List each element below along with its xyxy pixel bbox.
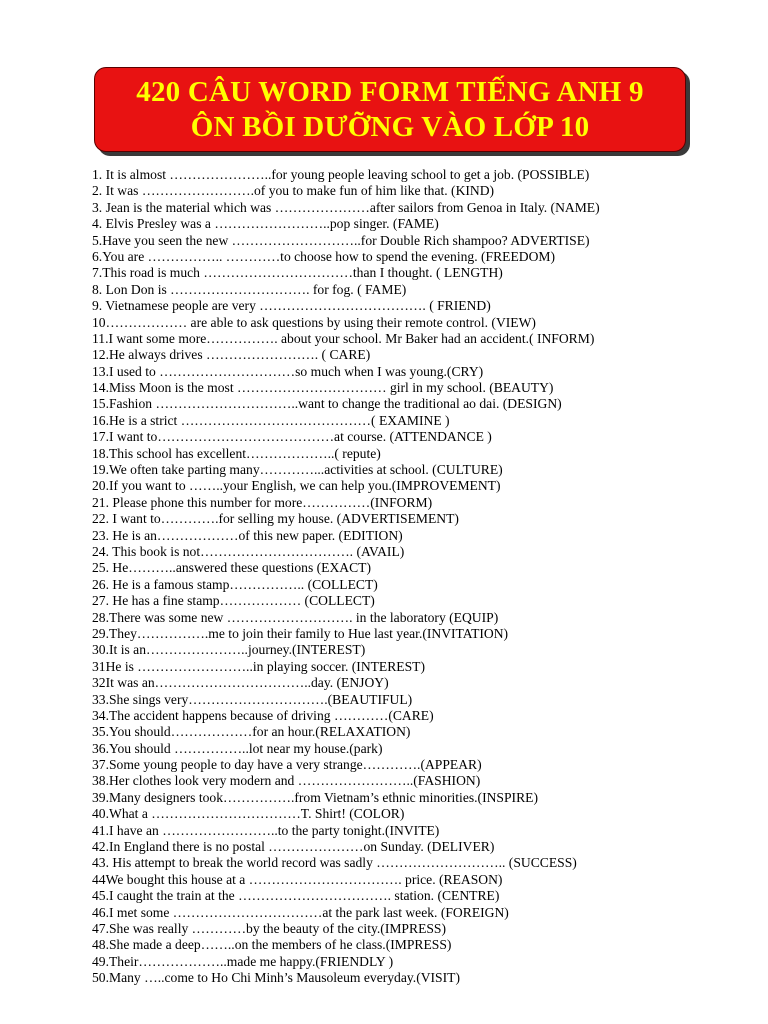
question-item: 16.He is a strict ……………………………………( EXAMINE ) [92,412,450,428]
question-item: 28.There was some new ………………………. in the laboratory (EQUIP) [92,609,499,625]
question-item: 9. Vietnamese people are very ………………………………. ( FRIEND) [92,298,491,314]
question-item: 30.It is an…………………..journey.(INTEREST) [92,642,366,658]
question-item: 4. Elvis Presley was a ……………………..pop singer. (FAME) [92,216,439,232]
question-item: 35.You should………………for an hour.(RELAXATION) [92,724,411,740]
question-item: 48.She made a deep……..on the members of he class.(IMPRESS) [92,937,452,953]
question-item: 10……………… are able to ask questions by using their remote control. (VIEW) [92,314,536,330]
question-item: 46.I met some ……………………………at the park last week. (FOREIGN) [92,904,509,920]
question-item: 15.Fashion …………………………..want to change the traditional ao dai. (DESIGN) [92,396,562,412]
question-item: 41.I have an ……………………..to the party tonight.(INVITE) [92,822,440,838]
question-item: 50.Many …..come to Ho Chi Minh’s Mausoleum everyday.(VISIT) [92,970,460,986]
question-item: 49.Their………………..made me happy.(FRIENDLY ) [92,953,394,969]
question-item: 33.She sings very………………………….(BEAUTIFUL) [92,691,413,707]
question-item: 13.I used to …………………………so much when I was young.(CRY) [92,363,484,379]
question-item: 7.This road is much ……………………………than I thought. ( LENGTH) [92,265,503,281]
question-item: 29.They…………….me to join their family to Hue last year.(INVITATION) [92,625,509,641]
question-item: 12.He always drives ……………………. ( CARE) [92,347,371,363]
question-item: 39.Many designers took…………….from Vietnam’s ethnic minorities.(INSPIRE) [92,789,538,805]
title-banner [94,67,686,152]
question-item: 27. He has a fine stamp……………… (COLLECT) [92,593,375,609]
question-item: 37.Some young people to day have a very strange………….(APPEAR) [92,757,482,773]
question-list [92,167,742,987]
question-item: 47.She was really …………by the beauty of the city.(IMPRESS) [92,920,447,936]
title-line-1: 420 CÂU WORD FORM TIẾNG ANH 9 [136,75,644,108]
question-item: 43. His attempt to break the world record was sadly ……………………….. (SUCCESS) [92,855,577,871]
question-item: 42.In England there is no postal …………………on Sunday. (DELIVER) [92,839,495,855]
question-item: 24. This book is not……………………………. (AVAIL) [92,543,405,559]
question-item: 2. It was …………………….of you to make fun of him like that. (KIND) [92,183,495,199]
question-item: 1. It is almost …………………..for young people leaving school to get a job. (POSSIBLE) [92,167,590,182]
question-item: 40.What a ……………………………T. Shirt! (COLOR) [92,806,405,822]
question-item: 22. I want to………….for selling my house. (ADVERTISEMENT) [92,511,459,527]
question-item: 21. Please phone this number for more……………(INFORM) [92,494,433,510]
question-item: 31He is ……………………..in playing soccer. (INTEREST) [92,658,426,674]
question-item: 36.You should ……………..lot near my house.(park) [92,740,383,756]
question-item: 5.Have you seen the new ………………………..for Double Rich shampoo? ADVERTISE) [92,232,590,248]
question-item: 44We bought this house at a ……………………………. price. (REASON) [92,871,503,887]
question-item: 45.I caught the train at the ……………………………. station. (CENTRE) [92,888,500,904]
question-item: 20.If you want to ……..your English, we can help you.(IMPROVEMENT) [92,478,501,494]
question-item: 11.I want some more……………. about your school. Mr Baker had an accident.( INFORM) [92,330,595,346]
question-item: 3. Jean is the material which was …………………after sailors from Genoa in Italy. (NAME) [92,199,600,215]
question-item: 19.We often take parting many…………...activities at school. (CULTURE) [92,462,503,478]
question-item: 17.I want to…………………………………at course. (ATTENDANCE ) [92,429,492,445]
question-item: 32It was an……………………………..day. (ENJOY) [92,675,389,691]
question-item: 18.This school has excellent………………..( repute) [92,445,381,461]
question-item: 25. He………..answered these questions (EXACT) [92,560,371,576]
title-line-2: ÔN BỒI DƯỠNG VÀO LỚP 10 [190,110,590,143]
question-item: 26. He is a famous stamp…………….. (COLLECT) [92,576,378,592]
question-item: 6.You are …………….. …………to choose how to spend the evening. (FREEDOM) [92,248,556,264]
question-item: 8. Lon Don is …………………………. for fog. ( FAME) [92,281,407,297]
question-item: 34.The accident happens because of driving …………(CARE) [92,707,434,723]
question-item: 23. He is an………………of this new paper. (EDITION) [92,527,403,543]
question-item: 14.Miss Moon is the most …………………………… girl in my school. (BEAUTY) [92,380,554,396]
question-item: 38.Her clothes look very modern and ……………………..(FASHION) [92,773,481,789]
